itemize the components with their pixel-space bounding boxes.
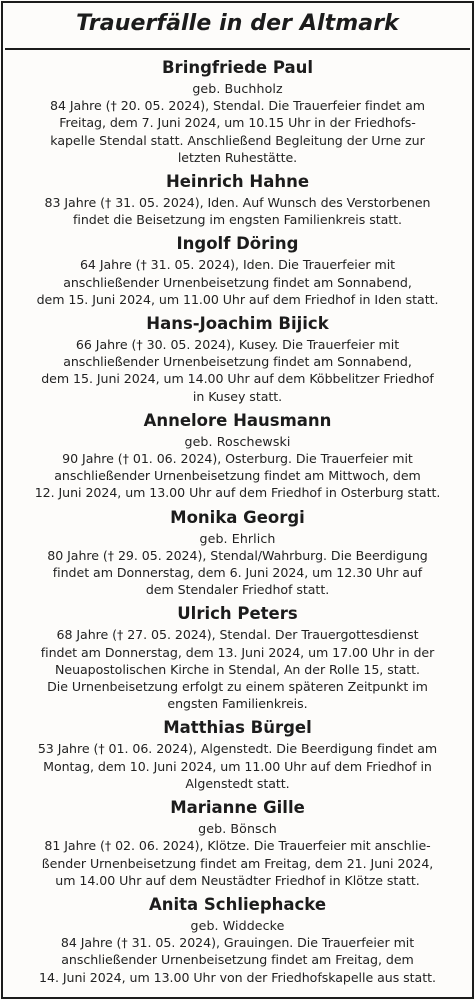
obituary-entry <box>10 796 465 889</box>
obituary-text-line: anschließender Urnenbeisetzung findet am Sonnabend, <box>63 354 412 370</box>
birth-name: geb. Widdecke <box>190 917 285 933</box>
obituary-entry <box>10 602 465 712</box>
obituary-text-line: findet am Donnerstag, dem 13. Juni 2024, um 17.00 Uhr in der <box>40 644 435 660</box>
deceased-name: Ulrich Peters <box>177 604 298 624</box>
page-title: Trauerfälle in der Altmark <box>76 11 399 36</box>
deceased-name: Heinrich Hahne <box>165 172 310 192</box>
obituary-text-line: 53 Jahre († 01. 06. 2024), Algenstedt. Die Beerdigung findet am <box>37 741 438 757</box>
obituary-text-line: engsten Familienkreis. <box>167 696 308 712</box>
obituary-text-line: um 14.00 Uhr auf dem Neustädter Friedhof in Klötze statt. <box>55 872 420 888</box>
birth-name: geb. Roschewski <box>184 433 291 449</box>
deceased-name: Monika Georgi <box>170 507 305 527</box>
obituary-text-line: anschließender Urnenbeisetzung findet am Freitag, dem <box>61 952 414 968</box>
obituary-text-line: dem 15. Juni 2024, um 11.00 Uhr auf dem Friedhof in Iden statt. <box>36 291 439 307</box>
birth-name: geb. Buchholz <box>192 81 283 96</box>
obituary-text-line: findet am Donnerstag, dem 6. Juni 2024, um 12.30 Uhr auf <box>52 565 423 581</box>
obituary-entry <box>10 232 465 308</box>
obituary-text-line: dem 15. Juni 2024, um 14.00 Uhr auf dem Köbbelitzer Friedhof <box>41 371 434 387</box>
obituary-text-line: 14. Juni 2024, um 13.00 Uhr von der Friedhofskapelle aus statt. <box>39 969 436 985</box>
obituary-text-line: Freitag, dem 7. Juni 2024, um 10.15 Uhr in der Friedhofs- <box>59 115 416 131</box>
obituary-text-line: 64 Jahre († 31. 05. 2024), Iden. Die Trauerfeier mit <box>79 257 396 273</box>
birth-name: geb. Ehrlich <box>199 530 276 546</box>
deceased-name: Anita Schliephacke <box>148 894 327 914</box>
obituary-text-line: 90 Jahre († 01. 06. 2024), Osterburg. Die Trauerfeier mit <box>62 451 413 467</box>
deceased-name: Annelore Hausmann <box>143 410 332 430</box>
obituary-text-line: Neuapostolischen Kirche in Stendal, An der Rolle 15, statt. <box>55 661 420 677</box>
obituary-text-line: Algenstedt statt. <box>185 775 290 791</box>
obituary-text-line: letzten Ruhestätte. <box>177 149 298 165</box>
obituary-text-line: anschließender Urnenbeisetzung findet am Sonnabend, <box>63 274 412 290</box>
obituary-text-line: 83 Jahre († 31. 05. 2024), Iden. Auf Wunsch des Verstorbenen <box>44 195 431 211</box>
obituary-entry <box>10 506 465 599</box>
obituary-text-line: 80 Jahre († 29. 05. 2024), Stendal/Wahrburg. Die Beerdigung <box>47 547 428 563</box>
obituary-entry <box>10 170 465 228</box>
obituary-text-line: 66 Jahre († 30. 05. 2024), Kusey. Die Trauerfeier mit <box>75 337 400 353</box>
obituary-entry <box>10 56 465 166</box>
deceased-name: Matthias Bürgel <box>163 718 312 738</box>
obituary-text-line: 12. Juni 2024, um 13.00 Uhr auf dem Friedhof in Osterburg statt. <box>34 485 441 501</box>
obituary-text-line: kapelle Stendal statt. Anschließend Begleitung der Urne zur <box>50 132 425 148</box>
obituary-text-line: anschließender Urnenbeisetzung findet am Mittwoch, dem <box>54 468 421 484</box>
obituary-text-line: findet die Beisetzung im engsten Familienkreis statt. <box>72 212 403 228</box>
obituary-entry <box>10 409 465 502</box>
obituary-list <box>10 56 465 994</box>
obituary-text-line: Montag, dem 10. Juni 2024, um 11.00 Uhr auf dem Friedhof in <box>43 758 432 774</box>
obituary-text-line: 81 Jahre († 02. 06. 2024), Klötze. Die Trauerfeier mit anschlie- <box>44 838 431 854</box>
obituary-text-line: 68 Jahre († 27. 05. 2024), Stendal. Der Trauergottesdienst <box>56 627 419 643</box>
obituary-text-line: dem Stendaler Friedhof statt. <box>145 582 330 598</box>
deceased-name: Marianne Gille <box>170 798 305 818</box>
obituary-text-line: Die Urnenbeisetzung erfolgt zu einem späteren Zeitpunkt im <box>47 679 428 695</box>
obituary-entry <box>10 893 465 986</box>
obituary-text-line: ßender Urnenbeisetzung findet am Freitag, dem 21. Juni 2024, <box>41 855 434 871</box>
birth-name: geb. Bönsch <box>198 821 277 837</box>
obituary-text-line: 84 Jahre († 31. 05. 2024), Grauingen. Die Trauerfeier mit <box>60 935 415 951</box>
obituary-text-line: 84 Jahre († 20. 05. 2024), Stendal. Die Trauerfeier findet am <box>50 98 425 114</box>
obituary-text-line: in Kusey statt. <box>192 388 283 404</box>
obituary-entry <box>10 716 465 792</box>
obituary-entry <box>10 312 465 405</box>
title-divider <box>5 48 470 50</box>
deceased-name: Bringfriede Paul <box>161 58 314 77</box>
deceased-name: Hans-Joachim Bijick <box>146 314 329 334</box>
deceased-name: Ingolf Döring <box>176 234 299 254</box>
